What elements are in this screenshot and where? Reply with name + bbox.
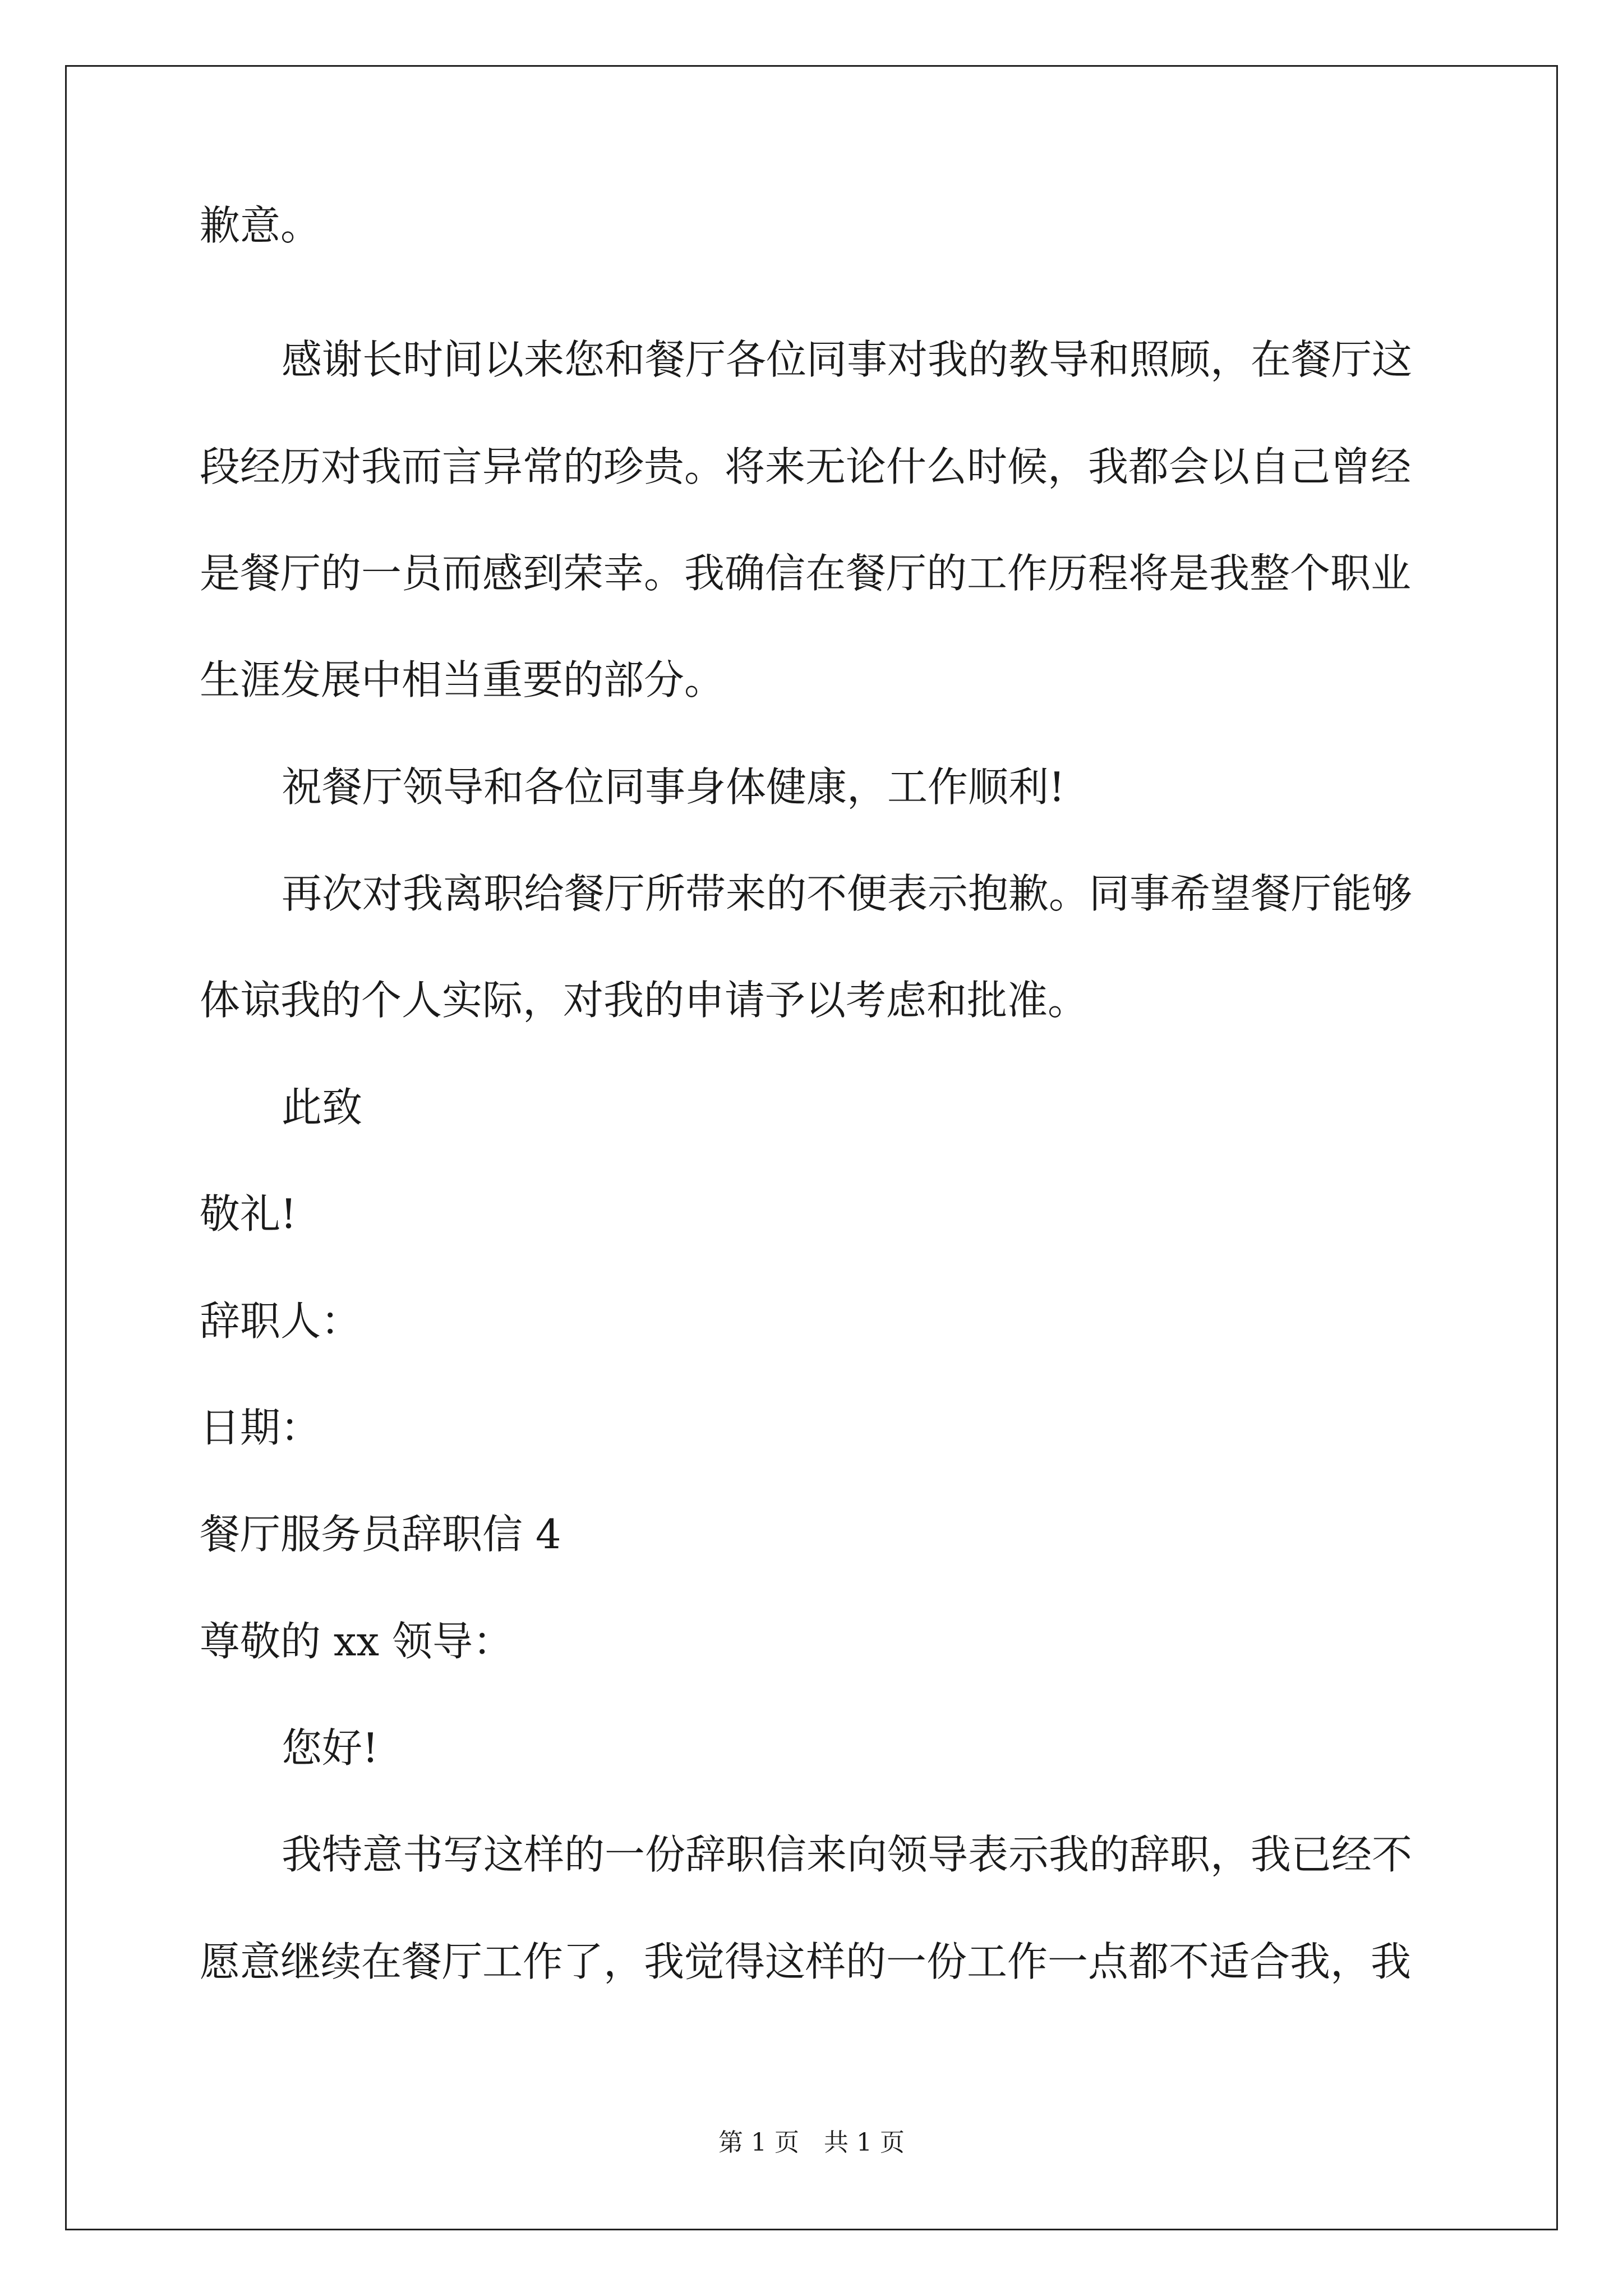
signature-label: 辞职人：: [200, 1297, 362, 1345]
paragraph-line: 生涯发展中相当重要的部分。: [200, 656, 725, 703]
paragraph-line: 体谅我的个人实际，对我的申请予以考虑和批准。: [200, 977, 1089, 1024]
paragraph-line: 再次对我离职给餐厅所带来的不便表示抱歉。同事希望餐厅能够: [282, 870, 1413, 917]
greeting-line: 尊敬的 xx 领导：: [200, 1618, 513, 1665]
date-label: 日期：: [200, 1404, 321, 1451]
text-line: 歉意。: [200, 202, 321, 249]
closing-line: 此致: [282, 1084, 363, 1131]
paragraph-line: 感谢长时间以来您和餐厅各位同事对我的教导和照顾，在餐厅这: [282, 336, 1413, 383]
page-footer: 第 1 页 共 1 页: [718, 2128, 905, 2157]
paragraph-line: 愿意继续在餐厅工作了，我觉得这样的一份工作一点都不适合我，我: [200, 1938, 1412, 1985]
section-title: 餐厅服务员辞职信 4: [200, 1511, 561, 1558]
greeting-line: 您好!: [282, 1724, 379, 1772]
paragraph-line: 是餐厅的一员而感到荣幸。我确信在餐厅的工作历程将是我整个职业: [200, 550, 1412, 597]
page-border: [65, 65, 1558, 2230]
paragraph-line: 祝餐厅领导和各位同事身体健康，工作顺利!: [282, 763, 1065, 811]
paragraph-line: 我特意书写这样的一份辞职信来向领导表示我的辞职，我已经不: [282, 1831, 1413, 1878]
paragraph-line: 段经历对我而言异常的珍贵。将来无论什么时候，我都会以自己曾经: [200, 443, 1412, 490]
salute-line: 敬礼!: [200, 1190, 297, 1237]
